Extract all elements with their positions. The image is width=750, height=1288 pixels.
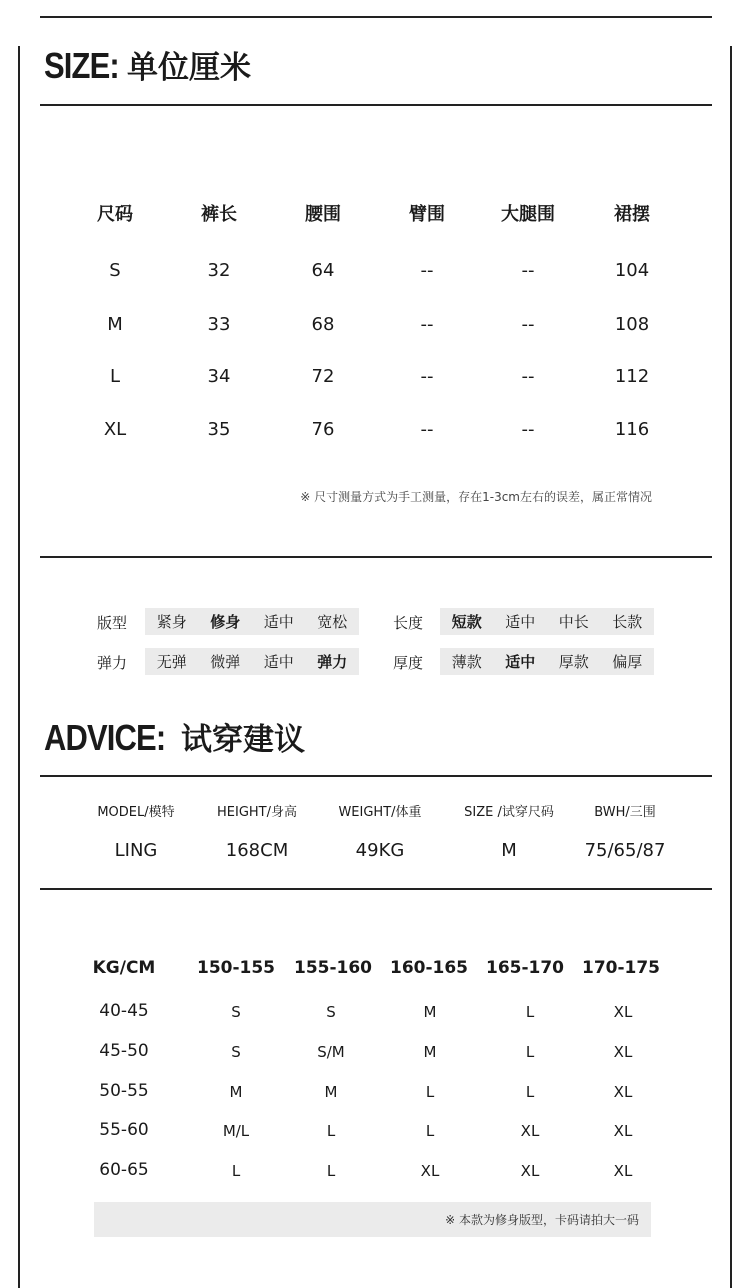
- recommendation-size: L: [231, 1162, 241, 1180]
- size-table-header: 臂围: [409, 204, 445, 225]
- size-table-cell: --: [521, 419, 535, 440]
- size-table-cell: 32: [207, 260, 231, 281]
- recommendation-header: 170-175: [581, 958, 661, 978]
- attribute-scale: [145, 648, 359, 675]
- model-info-value: 168CM: [225, 840, 289, 861]
- size-table-header: 大腿围: [501, 204, 555, 225]
- recommendation-size: S/M: [317, 1043, 345, 1061]
- model-info-header: SIZE /试穿尺码: [464, 805, 554, 820]
- advice-heading-cn: 试穿建议: [181, 722, 306, 758]
- attribute-option: 偏厚: [612, 653, 643, 671]
- recommendation-size: XL: [613, 1162, 633, 1180]
- attribute-option: 修身: [210, 613, 241, 631]
- recommendation-size: XL: [613, 1122, 633, 1140]
- attribute-option: 适中: [505, 653, 536, 671]
- attribute-option: 适中: [505, 613, 536, 631]
- attribute-scale: [440, 648, 654, 675]
- advice-heading-divider: [40, 775, 712, 777]
- top-divider: [40, 16, 712, 18]
- model-info-header: WEIGHT/体重: [338, 805, 422, 820]
- recommendation-size: XL: [613, 1043, 633, 1061]
- size-table-cell: 108: [614, 314, 650, 335]
- attribute-option: 紧身: [156, 613, 187, 631]
- size-heading-en: SIZE:: [44, 45, 119, 86]
- size-table-cell: --: [521, 260, 535, 281]
- size-table-cell: 104: [614, 260, 650, 281]
- left-border: [18, 46, 20, 1288]
- size-table-cell: 68: [311, 314, 335, 335]
- model-info-value: 75/65/87: [584, 840, 666, 861]
- attribute-label: 长度: [393, 614, 424, 632]
- size-table-cell: S: [109, 260, 121, 281]
- size-table-cell: M: [107, 314, 123, 335]
- attribute-label: 弹力: [97, 654, 128, 672]
- recommendation-size: XL: [520, 1162, 540, 1180]
- fit-note: ※ 本款为修身版型，卡码请拍大一码: [445, 1213, 639, 1227]
- advice-heading-en: ADVICE:: [44, 717, 166, 758]
- recommendation-size: S: [231, 1003, 241, 1021]
- recommendation-size: L: [525, 1043, 535, 1061]
- attribute-option: 薄款: [451, 653, 482, 671]
- attribute-option: 适中: [263, 613, 294, 631]
- attribute-scale: [440, 608, 654, 635]
- recommendation-header: 165-170: [485, 958, 565, 978]
- size-table-header: 裙摆: [614, 204, 650, 225]
- size-table-divider: [40, 556, 712, 558]
- size-table-cell: --: [521, 314, 535, 335]
- recommendation-size: M: [229, 1083, 243, 1101]
- recommendation-size: XL: [520, 1122, 540, 1140]
- model-info-divider: [40, 888, 712, 890]
- size-table-cell: L: [109, 366, 121, 387]
- recommendation-weight-label: 50-55: [99, 1081, 149, 1101]
- recommendation-weight-label: 45-50: [99, 1041, 149, 1061]
- size-table-header: 腰围: [305, 204, 341, 225]
- size-table-cell: --: [420, 260, 434, 281]
- attribute-option: 厚款: [558, 653, 589, 671]
- recommendation-size: L: [425, 1083, 435, 1101]
- attribute-option: 长款: [612, 613, 643, 631]
- size-table-cell: XL: [103, 419, 127, 440]
- recommendation-header: 155-160: [293, 958, 373, 978]
- size-table-cell: 72: [311, 366, 335, 387]
- recommendation-size: M: [324, 1083, 338, 1101]
- recommendation-size: S: [231, 1043, 241, 1061]
- size-table-header: 尺码: [97, 204, 133, 225]
- size-table-cell: --: [420, 419, 434, 440]
- advice-heading: [44, 714, 305, 759]
- size-table-cell: 35: [207, 419, 231, 440]
- fit-note-bar: [94, 1202, 651, 1237]
- model-info-value: 49KG: [355, 840, 405, 861]
- model-info-value: M: [501, 840, 517, 861]
- size-table-cell: --: [420, 366, 434, 387]
- attribute-option: 无弹: [156, 653, 187, 671]
- attribute-option: 短款: [451, 613, 482, 631]
- size-table-cell: 33: [207, 314, 231, 335]
- size-table-cell: 76: [311, 419, 335, 440]
- recommendation-weight-label: 60-65: [99, 1160, 149, 1180]
- attribute-option: 中长: [558, 613, 589, 631]
- recommendation-size: XL: [420, 1162, 440, 1180]
- recommendation-header: KG/CM: [92, 958, 156, 978]
- recommendation-size: S: [326, 1003, 336, 1021]
- attribute-option: 弹力: [317, 653, 348, 671]
- size-table-cell: 64: [311, 260, 335, 281]
- model-info-header: BWH/三围: [594, 805, 656, 820]
- size-table-cell: 34: [207, 366, 231, 387]
- recommendation-header: 160-165: [389, 958, 469, 978]
- recommendation-size: L: [326, 1122, 336, 1140]
- attribute-option: 微弹: [210, 653, 241, 671]
- recommendation-weight-label: 40-45: [99, 1001, 149, 1021]
- size-table-cell: --: [420, 314, 434, 335]
- size-heading: [44, 42, 251, 87]
- recommendation-size: M/L: [222, 1122, 250, 1140]
- size-heading-divider: [40, 104, 712, 106]
- size-table-cell: 112: [614, 366, 650, 387]
- attribute-option: 适中: [263, 653, 294, 671]
- recommendation-size: XL: [613, 1003, 633, 1021]
- attribute-label: 厚度: [393, 654, 424, 672]
- recommendation-size: M: [423, 1043, 437, 1061]
- attribute-scale: [145, 608, 359, 635]
- size-table-cell: 116: [614, 419, 650, 440]
- right-border: [730, 46, 732, 1288]
- size-table-header: 裤长: [201, 204, 237, 225]
- size-measure-note: ※ 尺寸测量方式为手工测量，存在1-3cm左右的误差，属正常情况: [300, 490, 652, 504]
- recommendation-size: M: [423, 1003, 437, 1021]
- size-table-cell: --: [521, 366, 535, 387]
- model-info-header: HEIGHT/身高: [217, 805, 297, 820]
- recommendation-weight-label: 55-60: [99, 1120, 149, 1140]
- recommendation-size: L: [525, 1003, 535, 1021]
- size-heading-cn: 单位厘米: [127, 50, 252, 86]
- attribute-label: 版型: [97, 614, 128, 632]
- recommendation-size: XL: [613, 1083, 633, 1101]
- recommendation-size: L: [425, 1122, 435, 1140]
- recommendation-size: L: [525, 1083, 535, 1101]
- recommendation-size: L: [326, 1162, 336, 1180]
- attribute-option: 宽松: [317, 613, 348, 631]
- model-info-value: LING: [114, 840, 158, 861]
- model-info-header: MODEL/模特: [97, 805, 175, 820]
- recommendation-header: 150-155: [196, 958, 276, 978]
